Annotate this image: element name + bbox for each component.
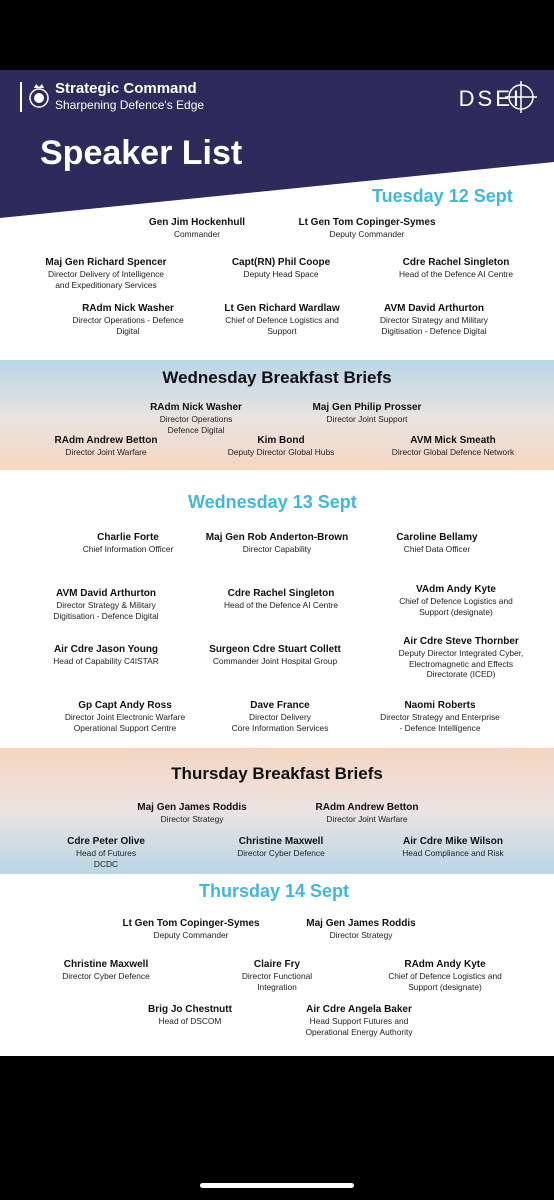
- speaker-card: Christine Maxwell Director Cyber Defence: [62, 959, 150, 981]
- speaker-card: Naomi Roberts Director Strategy and Enterprise - Defence Intelligence: [380, 700, 500, 733]
- royal-crest-icon: [28, 83, 50, 111]
- speaker-card: RAdm Andrew Betton Director Joint Warfare: [315, 802, 419, 824]
- speaker-card: Cdre Rachel Singleton Head of the Defence AI Centre: [398, 257, 514, 279]
- home-indicator[interactable]: [200, 1183, 354, 1188]
- wednesday-breakfast-heading: Wednesday Breakfast Briefs: [162, 368, 392, 387]
- thursday-breakfast-heading: Thursday Breakfast Briefs: [171, 764, 383, 783]
- speaker-card: Capt(RN) Phil Coope Deputy Head Space: [231, 257, 331, 279]
- speaker-card: Surgeon Cdre Stuart Collett Commander Joint Hospital Group: [209, 644, 341, 666]
- speaker-card: Gp Capt Andy Ross Director Joint Electronic Warfare Operational Support Centre: [64, 700, 186, 733]
- dsei-crosshair-icon: [504, 80, 538, 114]
- speaker-card: Maj Gen Richard Spencer Director Delivery of Intelligence and Expeditionary Services: [45, 257, 167, 290]
- speaker-card: RAdm Nick Washer Director Operations - Defence Digital: [72, 303, 184, 336]
- strategic-command-logo: [20, 80, 204, 113]
- speaker-card: Maj Gen Rob Anderton-Brown Director Capability: [205, 532, 349, 554]
- logo-divider: [20, 82, 22, 112]
- speaker-card: Dave France Director Delivery Core Information Services: [231, 700, 329, 733]
- speaker-card: Lt Gen Tom Copinger-Symes Deputy Commander: [122, 918, 260, 940]
- speaker-card: AVM David Arthurton Director Strategy and Military Digitisation - Defence Digital: [380, 303, 488, 336]
- speaker-card: RAdm Andrew Betton Director Joint Warfare: [54, 435, 158, 457]
- dsei-logo: DSEI: [458, 86, 522, 111]
- brand-name: Strategic Command: [55, 80, 197, 97]
- speaker-card: Cdre Peter Olive Head of Futures DCDC: [67, 836, 145, 869]
- speaker-card: Gen Jim Hockenhull Commander: [148, 217, 246, 239]
- page-title: Speaker List: [40, 134, 243, 172]
- speaker-card: Charlie Forte Chief Information Officer: [82, 532, 174, 554]
- speaker-card: RAdm Andy Kyte Chief of Defence Logistics and Support (designate): [388, 959, 502, 992]
- speaker-card: RAdm Nick Washer Director Operations Defence Digital: [150, 402, 242, 435]
- speaker-card: Brig Jo Chestnutt Head of DSCOM: [148, 1004, 232, 1026]
- speaker-card: AVM David Arthurton Director Strategy & Military Digitisation - Defence Digital: [53, 588, 159, 621]
- brand-tagline: Sharpening Defence's Edge: [55, 98, 205, 112]
- speaker-card: Air Cdre Mike Wilson Head Compliance and Risk: [402, 836, 504, 858]
- speaker-card: Air Cdre Jason Young Head of Capability C4ISTAR: [53, 644, 159, 666]
- speaker-card: VAdm Andy Kyte Chief of Defence Logistics and Support (designate): [399, 584, 513, 617]
- wednesday-heading: Wednesday 13 Sept: [188, 492, 357, 512]
- speaker-card: Maj Gen Philip Prosser Director Joint Support: [312, 402, 422, 424]
- speaker-card: Christine Maxwell Director Cyber Defence: [237, 836, 325, 858]
- speaker-card: Caroline Bellamy Chief Data Officer: [396, 532, 478, 554]
- speaker-card: Maj Gen James Roddis Director Strategy: [306, 918, 416, 940]
- tuesday-heading: Tuesday 12 Sept: [372, 186, 513, 206]
- speaker-card: Claire Fry Director Functional Integration: [241, 959, 313, 992]
- speaker-card: Kim Bond Deputy Director Global Hubs: [227, 435, 335, 457]
- speaker-card: Cdre Rachel Singleton Head of the Defence AI Centre: [223, 588, 339, 610]
- thursday-heading: Thursday 14 Sept: [199, 881, 350, 901]
- speaker-list-poster: [0, 70, 554, 1056]
- speaker-card: Lt Gen Richard Wardlaw Chief of Defence Logistics and Support: [224, 303, 340, 336]
- speaker-card: Lt Gen Tom Copinger-Symes Deputy Commander: [298, 217, 436, 239]
- speaker-card: Air Cdre Steve Thornber Deputy Director Integrated Cyber, Electromagnetic and Effects Directorate (ICED): [398, 636, 524, 679]
- speaker-card: Air Cdre Angela Baker Head Support Futures and Operational Energy Authority: [305, 1004, 413, 1037]
- speaker-card: Maj Gen James Roddis Director Strategy: [137, 802, 247, 824]
- speaker-card: AVM Mick Smeath Director Global Defence Network: [391, 435, 515, 457]
